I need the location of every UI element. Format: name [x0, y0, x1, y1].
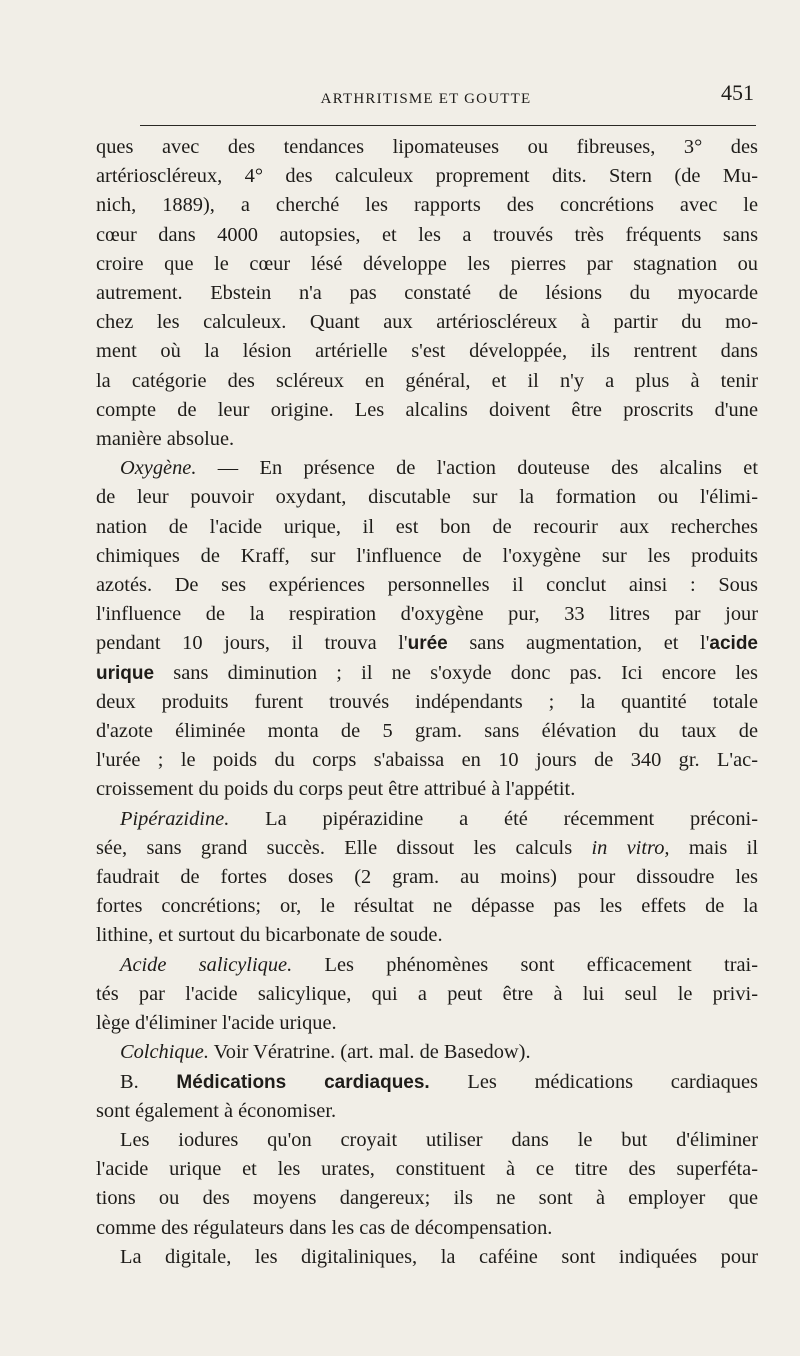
- text-line: croire que le cœur lésé développe les pierres par stagnation ou: [96, 252, 758, 275]
- bold-term: urée: [407, 633, 448, 655]
- text-line: ment où la lésion artérielle s'est développée, ils rentrent dans: [96, 340, 758, 363]
- section-medications-cardiaques: [96, 1068, 758, 1097]
- text-run: sans diminution ; il ne s'oxyde donc pas. Ici encore les: [154, 661, 758, 684]
- body-text: [96, 133, 758, 1272]
- text-line: cœur dans 4000 autopsies, et les a trouvés très fréquents sans: [96, 223, 758, 246]
- text-line: lège d'éliminer l'acide urique.: [96, 1012, 337, 1035]
- section-heading: Médications cardiaques.: [176, 1071, 430, 1093]
- text-line: Les iodures qu'on croyait utiliser dans le but d'éliminer: [120, 1128, 758, 1151]
- bold-term: acide: [709, 633, 758, 655]
- text-line: [96, 659, 758, 688]
- text-line: autrement. Ebstein n'a pas constaté de lésions du myocarde: [96, 282, 758, 305]
- text-line: nich, 1889), a cherché les rapports des concrétions avec le: [96, 194, 758, 217]
- text-run: mais il: [669, 836, 758, 859]
- section-term: Colchique.: [120, 1041, 209, 1064]
- text-line: manière absolue.: [96, 428, 235, 451]
- text-run: Les médications cardiaques: [429, 1070, 758, 1093]
- text-line: l'acide urique et les urates, constituent à ce titre des superféta-: [96, 1158, 758, 1181]
- text-run: La pipérazidine a été récemment préconi-: [229, 807, 758, 830]
- text-line: l'influence de la respiration d'oxygène pur, 33 litres par jour: [96, 603, 758, 626]
- text-run: Voir Vératrine. (art. mal. de Basedow).: [208, 1041, 531, 1064]
- running-title: ARTHRITISME ET GOUTTE: [320, 91, 532, 107]
- text-line: chimiques de Kraff, sur l'influence de l'oxygène sur les produits: [96, 544, 758, 567]
- section-oxygene: [96, 454, 758, 483]
- bold-term: urique: [96, 662, 155, 684]
- header-rule: [140, 125, 756, 126]
- text-run: — En présence de l'action douteuse des alcalins et: [196, 457, 758, 480]
- text-line: lithine, et surtout du bicarbonate de soude.: [96, 924, 443, 947]
- page-header: [96, 80, 756, 122]
- text-line: azotés. De ses expériences personnelles il conclut ainsi : Sous: [96, 574, 758, 597]
- text-run: sans augmentation, et l': [447, 632, 710, 655]
- section-colchique: [96, 1038, 758, 1067]
- text-line: La digitale, les digitaliniques, la caféine sont indiquées pour: [120, 1245, 758, 1268]
- text-line: ques avec des tendances lipomateuses ou fibreuses, 3° des: [96, 136, 758, 158]
- text-line: d'azote éliminée monta de 5 gram. sans élévation du taux de: [96, 720, 758, 743]
- text-line: sont également à économiser.: [96, 1099, 337, 1122]
- text-line: nation de l'acide urique, il est bon de recourir aux recherches: [96, 515, 758, 538]
- text-line: chez les calculeux. Quant aux artérioscléreux à partir du mo-: [96, 311, 758, 334]
- section-term: Pipérazidine.: [120, 807, 230, 830]
- section-piperazidine: [96, 805, 758, 834]
- text-line: [96, 834, 758, 863]
- text-line: tions ou des moyens dangereux; ils ne sont à employer que: [96, 1187, 758, 1210]
- section-acide-salicylique: [96, 951, 758, 980]
- section-term: Oxygène.: [120, 457, 197, 480]
- text-run: pendant 10 jours, il trouva l': [96, 632, 408, 655]
- text-line: artérioscléreux, 4° des calculeux proprement dits. Stern (de Mu-: [96, 165, 758, 188]
- text-line: [96, 629, 758, 658]
- section-term: Acide salicylique.: [120, 953, 293, 976]
- text-run: Les phénomènes sont efficacement trai-: [292, 953, 758, 976]
- text-line: croissement du poids du corps peut être attribué à l'appétit.: [96, 778, 576, 801]
- page-number: 451: [721, 80, 754, 105]
- italic-term: in vitro,: [591, 836, 670, 859]
- text-line: la catégorie des scléreux en général, et il n'y a plus à tenir: [96, 369, 758, 392]
- text-line: de leur pouvoir oxydant, discutable sur la formation ou l'élimi-: [96, 486, 758, 509]
- text-line: faudrait de fortes doses (2 gram. au moins) pour dissoudre les: [96, 866, 758, 889]
- text-line: fortes concrétions; or, le résultat ne dépasse pas les effets de la: [96, 895, 758, 918]
- text-line: l'urée ; le poids du corps s'abaissa en 10 jours de 340 gr. L'ac-: [96, 749, 758, 772]
- section-label: B.: [120, 1070, 139, 1093]
- text-line: compte de leur origine. Les alcalins doivent être proscrits d'une: [96, 398, 758, 421]
- text-run: sée, sans grand succès. Elle dissout les calculs: [96, 836, 592, 859]
- text-line: comme des régulateurs dans les cas de décompensation.: [96, 1216, 553, 1239]
- text-line: deux produits furent trouvés indépendants ; la quantité totale: [96, 690, 758, 713]
- text-line: tés par l'acide salicylique, qui a peut être à lui seul le privi-: [96, 982, 758, 1005]
